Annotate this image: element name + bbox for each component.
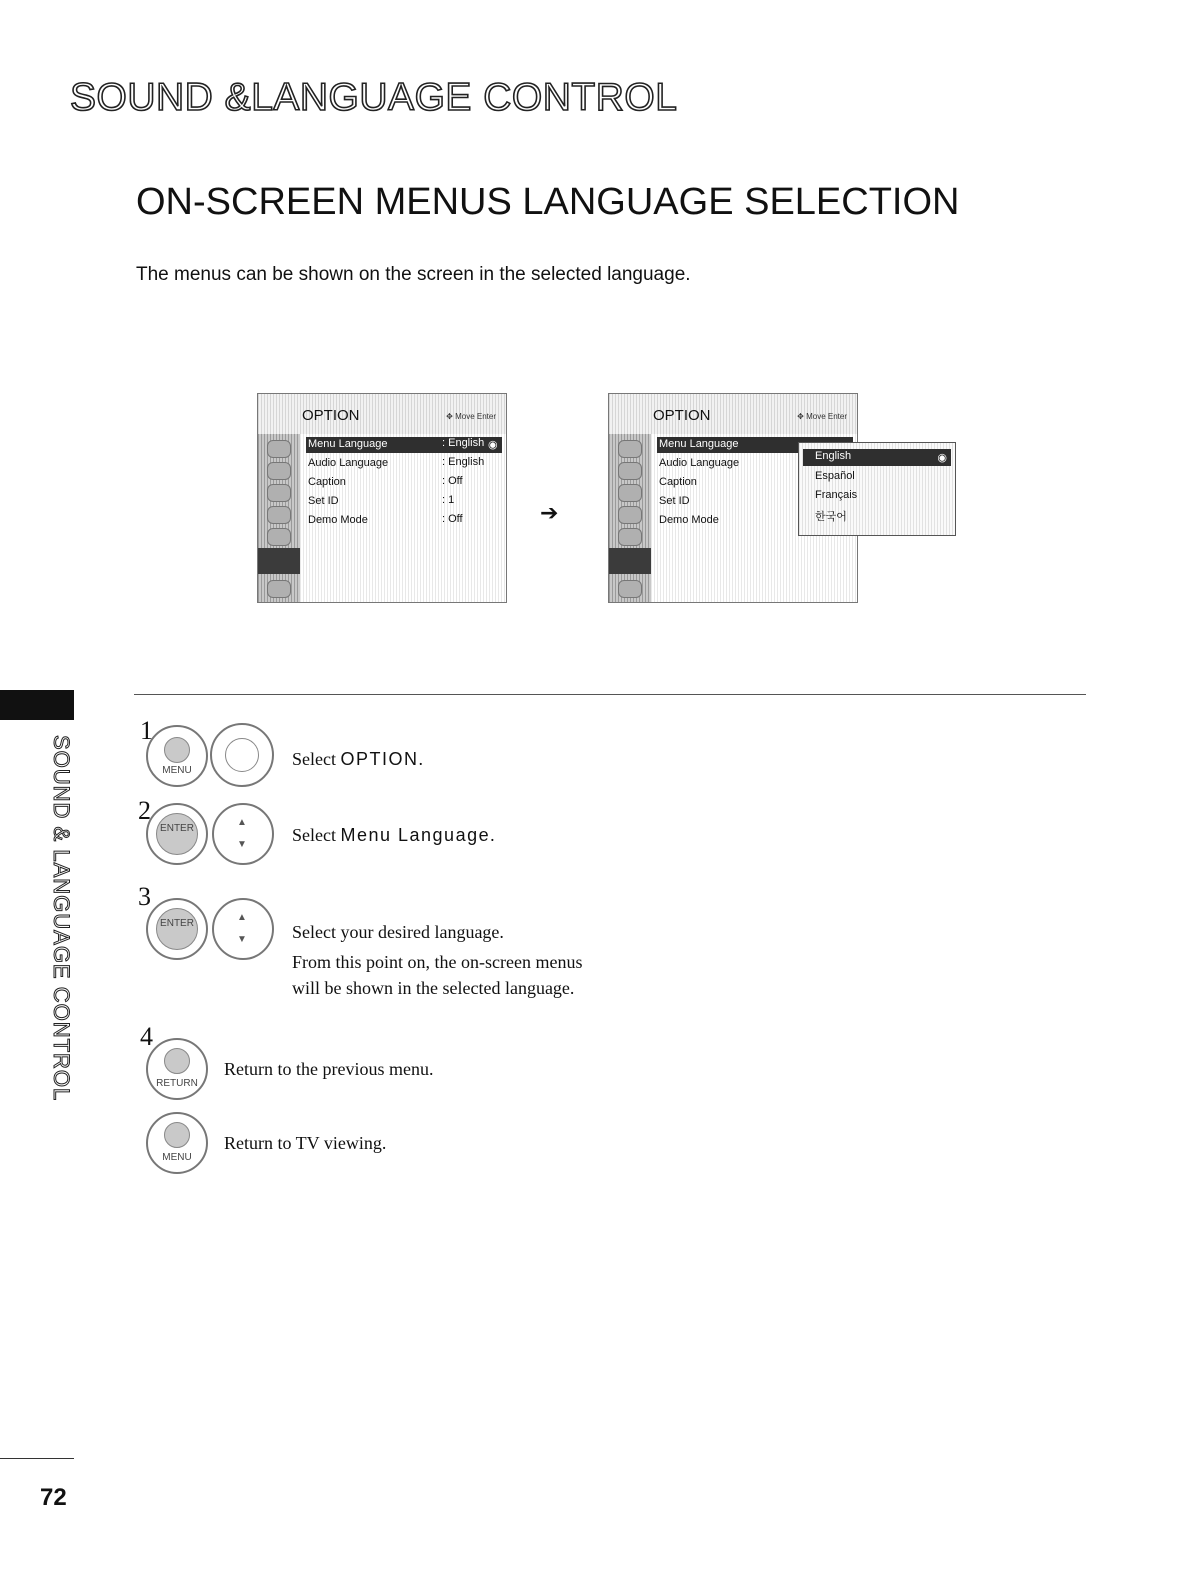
step-number: 4 (140, 1022, 153, 1051)
section-title: SOUND &LANGUAGE CONTROL (70, 76, 678, 119)
channel-icon (618, 484, 642, 502)
step-number: 1 (140, 716, 153, 745)
enter-button: ENTER (146, 803, 208, 865)
footer-rule (0, 1458, 74, 1459)
osd-header (609, 394, 857, 434)
page-title: ON-SCREEN MENUS LANGUAGE SELECTION (136, 181, 960, 223)
input-icon (267, 580, 291, 598)
step-number: 3 (138, 882, 151, 911)
arrow-right-icon: ➔ (540, 500, 559, 525)
osd-row-set-id[interactable]: Set ID (659, 495, 690, 507)
picture-icon (618, 440, 642, 458)
language-popup (798, 442, 956, 536)
up-down-buttons-icon: ▲ ▼ (212, 803, 274, 865)
osd-row-audio-language[interactable]: Audio Language (659, 457, 740, 469)
intro-text: The menus can be shown on the screen in the selected language. (136, 264, 691, 285)
selected-radio-icon: ◉ (937, 452, 947, 464)
time-icon (618, 506, 642, 524)
osd-row-caption[interactable]: Caption : Off (308, 475, 463, 488)
osd-title: OPTION (653, 407, 711, 424)
selected-radio-icon: ◉ (488, 439, 498, 451)
language-option-francais[interactable]: Français (815, 489, 858, 501)
navigation-pad-icon (210, 723, 274, 787)
osd-icon-column (258, 434, 300, 602)
osd-title: OPTION (302, 407, 360, 424)
osd-hint: ✥ Move Enter (797, 412, 847, 421)
step-text: Select your desired language. From this point on, the on-screen menus will be shown in the selected language. (292, 922, 583, 998)
sidebar-label: SOUND & LANGUAGE CONTROL (49, 735, 74, 1102)
up-down-buttons-icon: ▲ ▼ (212, 898, 274, 960)
step-text: Return to the previous menu. (224, 1059, 434, 1079)
osd-row-set-id[interactable]: Set ID : 1 (308, 494, 455, 507)
enter-button: ENTER (146, 898, 208, 960)
language-option-korean[interactable]: 한국어 (815, 511, 847, 523)
osd-row-menu-language[interactable]: Menu Language : English ◉ (306, 437, 502, 453)
audio-icon (267, 462, 291, 480)
step-text: Return to TV viewing. (224, 1133, 387, 1153)
step-number: 2 (138, 796, 151, 825)
picture-icon (267, 440, 291, 458)
move-icon: ✥ (797, 412, 804, 421)
sidebar-tab-marker (0, 690, 74, 720)
option-icon-selected (258, 548, 300, 574)
osd-row-demo-mode[interactable]: Demo Mode : Off (308, 513, 463, 526)
move-icon: ✥ (446, 412, 453, 421)
audio-icon (618, 462, 642, 480)
step-text: Select OPTION. (292, 749, 423, 769)
osd-row-caption[interactable]: Caption (659, 476, 697, 488)
time-icon (267, 506, 291, 524)
osd-row-demo-mode[interactable]: Demo Mode (659, 514, 719, 526)
return-button: RETURN (146, 1038, 208, 1100)
lock-icon (618, 528, 642, 546)
osd-row-audio-language[interactable]: Audio Language : English (308, 456, 485, 469)
page-number: 72 (40, 1484, 67, 1511)
divider (134, 694, 1086, 695)
osd-row-menu-language[interactable]: Menu Language (657, 437, 853, 453)
menu-button: MENU (146, 725, 208, 787)
step-text: Select Menu Language. (292, 825, 495, 845)
language-option-espanol[interactable]: Español (815, 470, 855, 482)
channel-icon (267, 484, 291, 502)
osd-screen-before (257, 393, 507, 603)
language-option-english[interactable]: English ◉ (803, 449, 951, 466)
osd-icon-column (609, 434, 651, 602)
input-icon (618, 580, 642, 598)
lock-icon (267, 528, 291, 546)
osd-hint: ✥ Move Enter (446, 412, 496, 421)
menu-button: MENU (146, 1112, 208, 1174)
option-icon-selected (609, 548, 651, 574)
osd-header (258, 394, 506, 434)
